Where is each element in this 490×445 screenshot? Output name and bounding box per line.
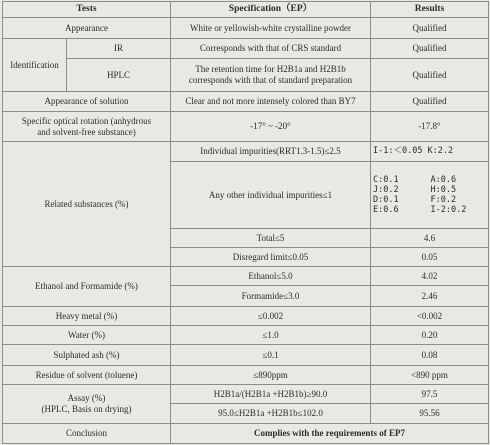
ethanol-row [3,267,489,286]
optical-rotation-test-line1: Specific optical rotation (anhydrous [21,115,152,126]
ethanol-result: 4.02 [371,267,489,286]
assay-result-1: 97.5 [371,385,489,404]
related-total-result: 4.6 [371,229,489,248]
heavy-metal-test: Heavy metal (%) [3,307,171,326]
assay-test [3,385,171,424]
header-results: Results [371,2,489,18]
heavy-metal-row [3,307,489,326]
appearance-solution-spec: Clear and not more intensely colored than BY7 [171,92,371,112]
assay-test-line1: Assay (%) [67,393,106,404]
impurity-value: C:0.1 [373,174,399,185]
sulphated-ash-row [3,345,489,366]
heavy-metal-result: <0.002 [371,307,489,326]
residue-result: <890 ppm [371,366,489,385]
hplc-spec-line2: corresponds with that of standard preparation [188,75,353,85]
optical-rotation-spec: -17° ~ -20° [171,112,371,142]
related-other-results [371,162,489,229]
impurity-value: E:0.6 [373,205,399,216]
related-substances-test: Related substances (%) [3,142,171,267]
appearance-spec: White or yellowish-white crystalline powder [171,18,371,39]
conclusion-spec: Complies with the requirements of EP7 [171,424,489,444]
hplc-label: HPLC [67,59,171,92]
specification-table [2,1,489,444]
ir-result: Qualified [371,39,489,59]
appearance-row [3,18,489,39]
conclusion-test: Conclusion [3,424,171,444]
related-disregard-spec: Disregard limit≤0.05 [171,248,371,267]
impurity-value: A:0.6 [430,174,457,185]
related-individual-result: I-1:＜0.05 K:2.2 [371,142,489,162]
residue-test: Residue of solvent (toluene) [3,366,171,385]
header-row [3,2,489,18]
ir-label: IR [67,39,171,59]
related-disregard-result: 0.05 [371,248,489,267]
header-spec: Specification（EP） [171,2,371,18]
related-other-spec: Any other individual impurities≤1 [171,162,371,229]
impurity-value: D:0.1 [373,195,399,205]
assay-result-2: 95.56 [371,404,489,424]
identification-test: Identification [3,39,67,92]
hplc-spec [171,59,371,92]
impurity-value: I-2:0.2 [430,205,467,216]
hplc-spec-line1: The retention time for H2B1a and H2B1b [195,64,346,75]
optical-rotation-test [3,112,171,142]
related-individual-spec: Individual impurities(RRT1.3-1.5)≤2.5 [171,142,371,162]
impurity-value: F:0.2 [430,195,457,205]
optical-rotation-result: -17.8° [371,112,489,142]
appearance-solution-row [3,92,489,112]
conclusion-row [3,424,489,444]
ethanol-formamide-test: Ethanol and Formamide (%) [3,267,171,307]
assay-spec-2: 95.0≤H2B1a +H2B1b≤102.0 [171,404,371,424]
assay-test-line2: (HPLC, Basis on drying) [41,404,132,414]
residue-spec: ≤890ppm [171,366,371,385]
water-result: 0.20 [371,326,489,345]
ir-row [3,39,489,59]
appearance-solution-test: Appearance of solution [3,92,171,112]
sulphated-ash-test: Sulphated ash (%) [3,345,171,366]
water-spec: ≤1.0 [171,326,371,345]
sulphated-ash-spec: ≤0.1 [171,345,371,366]
appearance-test: Appearance [3,18,171,39]
water-row [3,326,489,345]
header-tests: Tests [3,2,171,18]
impurity-value: H:0.5 [430,184,457,195]
residue-row [3,366,489,385]
appearance-result: Qualified [371,18,489,39]
assay-spec-1: H2B1a/(H2B1a +H2B1b)≥90.0 [171,385,371,404]
ir-spec: Corresponds with that of CRS standard [171,39,371,59]
related-total-spec: Total≤5 [171,229,371,248]
formamide-result: 2.46 [371,286,489,307]
appearance-solution-result: Qualified [371,92,489,112]
hplc-row [3,59,489,92]
hplc-result: Qualified [371,59,489,92]
optical-rotation-row [3,112,489,142]
ethanol-spec: Ethanol≤5.0 [171,267,371,286]
optical-rotation-test-line2: and solvent-free substance) [37,126,136,137]
heavy-metal-spec: ≤0.002 [171,307,371,326]
formamide-spec: Formamide≤3.0 [171,286,371,307]
sulphated-ash-result: 0.08 [371,345,489,366]
water-test: Water (%) [3,326,171,345]
impurity-value: J:0.2 [373,184,399,195]
assay-row-1 [3,385,489,404]
impurity-grid [373,175,486,216]
related-individual-row [3,142,489,162]
